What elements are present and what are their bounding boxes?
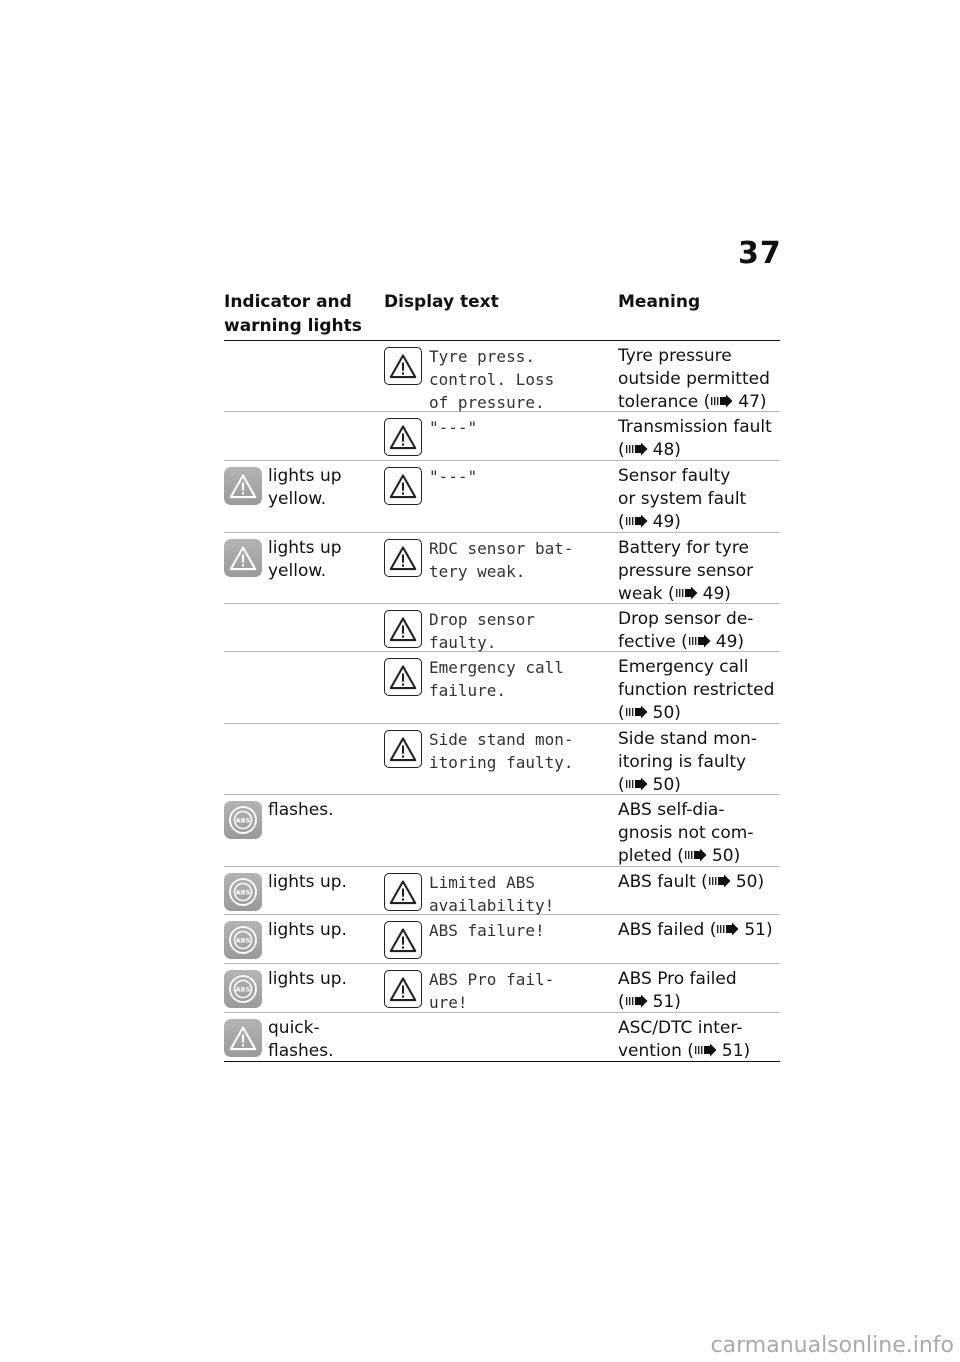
meaning-text	[618, 656, 780, 726]
meaning-label: ABS self-dia- gnosis not com- pleted	[618, 800, 754, 866]
arrow-icon	[708, 872, 732, 895]
warning-triangle-icon	[384, 730, 422, 768]
meaning-label: ASC/DTC inter- vention	[618, 1018, 743, 1061]
table-header	[224, 290, 780, 340]
svg-text:ABS: ABS	[235, 936, 251, 945]
warning-triangle-icon	[384, 418, 422, 456]
table-row	[224, 341, 780, 412]
indicator-state: flashes.	[268, 800, 334, 820]
page-reference-link[interactable]: ( 51)	[682, 1041, 750, 1061]
page-reference-link[interactable]: ( 49)	[676, 632, 744, 652]
page-reference-link[interactable]: ( 51)	[704, 920, 772, 940]
meaning-text	[618, 416, 780, 463]
meaning-text	[618, 728, 780, 798]
page-reference-link[interactable]: ( 51)	[618, 992, 681, 1012]
page-reference: 50)	[735, 872, 765, 892]
page-reference: 51)	[721, 1041, 751, 1061]
page-reference: 51)	[744, 920, 773, 940]
abs-icon	[224, 873, 262, 911]
meaning-text	[618, 345, 780, 415]
meaning-label: Transmission fault	[618, 417, 772, 437]
page-reference-link[interactable]: ( 49)	[663, 584, 731, 604]
indicator-state: lights up.	[268, 920, 347, 940]
abs-icon	[224, 970, 262, 1008]
warning-triangle-icon	[384, 873, 422, 911]
meaning-label: Sensor faulty or system fault	[618, 466, 747, 509]
meaning-text	[618, 537, 780, 607]
abs-icon	[224, 801, 262, 839]
warning-triangle-icon	[384, 658, 422, 696]
page-reference-link[interactable]: ( 49)	[618, 512, 681, 532]
arrow-icon	[625, 703, 649, 726]
page-reference-link[interactable]: ( 50)	[672, 846, 740, 866]
table-row	[224, 652, 780, 724]
table-row	[224, 461, 780, 533]
page-number: 37	[738, 236, 782, 271]
page-reference: 51)	[652, 992, 681, 1012]
meaning-text	[618, 465, 780, 535]
warning-triangle-icon	[384, 610, 422, 648]
warning-triangle-icon	[224, 467, 262, 505]
meaning-text	[618, 799, 780, 869]
meaning-text	[618, 1017, 780, 1064]
meaning-label: Drop sensor de- fective	[618, 609, 754, 652]
page-reference-link[interactable]: ( 47)	[698, 392, 766, 412]
meaning-label: ABS fault	[618, 872, 696, 892]
table-row	[224, 915, 780, 964]
table-row	[224, 1013, 780, 1062]
meaning-text	[618, 608, 780, 655]
page-reference: 50)	[652, 775, 681, 795]
warning-triangle-icon	[224, 539, 262, 577]
display-text: RDC sensor bat- tery weak.	[429, 539, 574, 581]
header-display: Display text	[384, 292, 499, 312]
arrow-icon	[694, 1041, 718, 1064]
page-reference: 48)	[652, 440, 681, 460]
display-text: "---"	[429, 418, 478, 437]
table-row	[224, 964, 780, 1013]
table-row	[224, 795, 780, 867]
warning-triangle-icon	[384, 467, 422, 505]
meaning-label: Side stand mon- itoring is faulty	[618, 729, 757, 772]
warning-triangle-icon	[224, 1019, 262, 1057]
indicator-state: lights up.	[268, 872, 347, 892]
indicator-state: lights up.	[268, 969, 347, 989]
svg-text:ABS: ABS	[235, 816, 251, 825]
warning-triangle-icon	[384, 539, 422, 577]
indicator-state: lights up yellow.	[268, 538, 342, 581]
abs-icon	[224, 921, 262, 959]
indicator-state: quick- flashes.	[268, 1018, 334, 1061]
warning-triangle-icon	[384, 970, 422, 1008]
arrow-icon	[684, 846, 708, 869]
header-meaning: Meaning	[618, 292, 701, 312]
page-reference-link[interactable]: ( 50)	[618, 775, 681, 795]
page-reference: 49)	[652, 512, 681, 532]
meaning-text	[618, 919, 780, 943]
display-text: Tyre press. control. Loss of pressure.	[429, 347, 555, 412]
meaning-label: ABS Pro failed	[618, 969, 737, 989]
header-indicator: Indicator and warning lights	[224, 292, 362, 336]
table-row	[224, 604, 780, 652]
table-row	[224, 533, 780, 604]
table-row	[224, 412, 780, 461]
meaning-label: Emergency call function restricted	[618, 657, 775, 700]
meaning-label: ABS failed	[618, 920, 705, 940]
page-reference: 49)	[702, 584, 731, 604]
display-text: ABS Pro fail- ure!	[429, 970, 555, 1012]
watermark: carmanualsonline.info	[710, 1333, 954, 1358]
svg-text:ABS: ABS	[235, 985, 251, 994]
page-reference: 49)	[715, 632, 745, 652]
indicator-state: lights up yellow.	[268, 466, 342, 509]
table-row	[224, 867, 780, 915]
warning-triangle-icon	[384, 347, 422, 385]
display-text: ABS failure!	[429, 921, 545, 940]
meaning-text	[618, 968, 780, 1015]
meaning-label: Battery for tyre pressure sensor weak	[618, 538, 754, 604]
page-reference: 50)	[711, 846, 741, 866]
arrow-icon	[625, 440, 649, 463]
arrow-icon	[625, 992, 649, 1015]
meaning-text	[618, 871, 780, 895]
display-text: Side stand mon- itoring faulty.	[429, 730, 574, 772]
page-reference-link[interactable]: ( 50)	[618, 703, 681, 723]
page-reference-link[interactable]: ( 50)	[696, 872, 764, 892]
display-text: Emergency call failure.	[429, 658, 564, 700]
meaning-label: Tyre pressure outside permitted tolerance	[618, 346, 770, 412]
page-reference: 47)	[738, 392, 767, 412]
svg-text:ABS: ABS	[235, 888, 251, 897]
indicator-table	[224, 340, 780, 1062]
arrow-icon	[625, 512, 649, 535]
display-text: Limited ABS availability!	[429, 873, 555, 915]
display-text: Drop sensor faulty.	[429, 610, 535, 652]
arrow-icon	[716, 920, 740, 943]
page-reference: 50)	[652, 703, 681, 723]
warning-triangle-icon	[384, 921, 422, 959]
display-text: "---"	[429, 467, 478, 486]
page-reference-link[interactable]: ( 48)	[618, 440, 681, 460]
table-row	[224, 724, 780, 795]
